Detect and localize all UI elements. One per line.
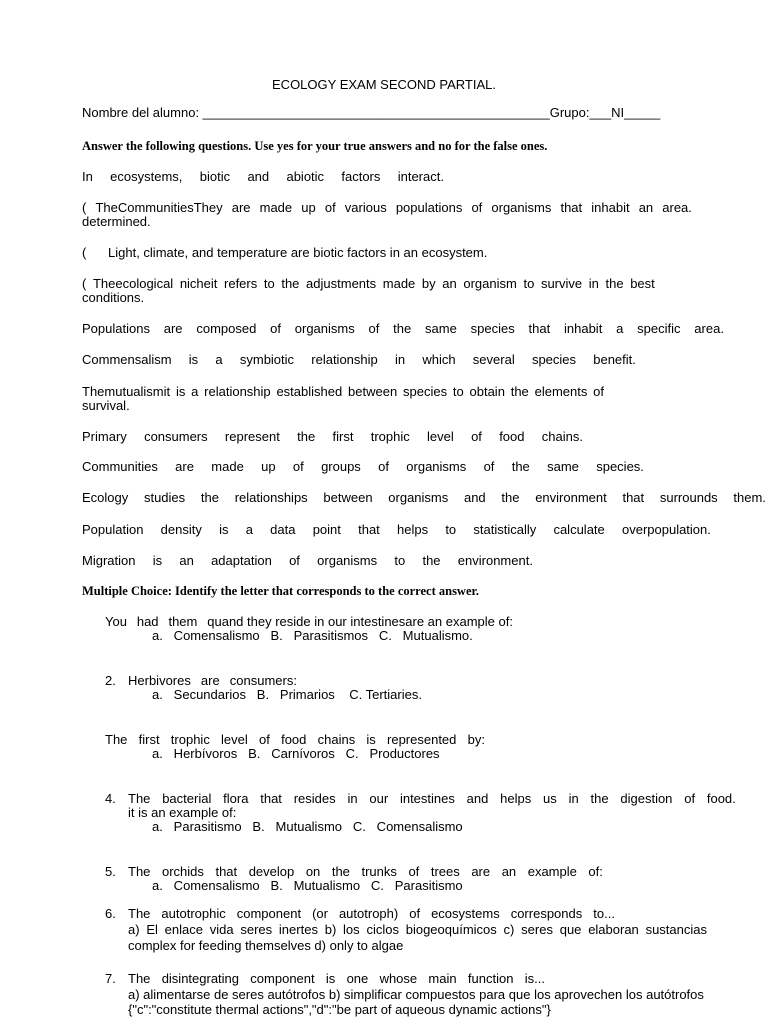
word: enlace: [164, 922, 203, 937]
word: adaptation: [211, 553, 272, 568]
word: trophic: [170, 732, 210, 747]
word: our: [369, 791, 389, 806]
word: of: [378, 459, 389, 474]
word: inhabit: [564, 321, 603, 336]
true-false-instructions: Answer the following questions. Use yes for your true answers and no for the false ones.: [82, 139, 548, 153]
word: species: [470, 321, 515, 336]
word: relationship: [311, 352, 378, 367]
word: of: [593, 384, 604, 399]
word: main: [428, 971, 457, 986]
word: are: [163, 321, 183, 336]
word: that: [260, 791, 282, 806]
word: to: [263, 276, 275, 291]
word: The: [105, 732, 128, 747]
word: relationship: [204, 384, 271, 399]
tf-question-2-cont: determined.: [82, 214, 151, 229]
tf-question-6: [82, 352, 636, 367]
word: populations: [395, 200, 463, 215]
word: of: [324, 200, 336, 215]
word: (: [82, 200, 87, 215]
word: the: [590, 791, 609, 806]
word: level: [427, 429, 454, 444]
word: of: [259, 732, 270, 747]
word: had: [136, 614, 159, 629]
word: organisms: [388, 490, 449, 505]
word: in: [347, 791, 358, 806]
word: first: [332, 429, 354, 444]
word: consumers: [144, 429, 208, 444]
tf-question-11: [82, 522, 711, 537]
word: the: [422, 553, 441, 568]
word: area.: [694, 321, 724, 336]
word: species.: [596, 459, 644, 474]
word: inhabit: [591, 200, 630, 215]
word: organism: [463, 276, 517, 291]
word: species: [402, 384, 448, 399]
word: a: [616, 321, 624, 336]
word: to: [452, 384, 464, 399]
word: to: [394, 553, 406, 568]
mc-options-3: a. Herbívoros B. Carnívoros C. Productores: [152, 746, 440, 761]
word: a: [191, 384, 199, 399]
tf-question-10: [82, 490, 766, 505]
word: that: [358, 522, 380, 537]
word: organisms: [406, 459, 467, 474]
word: biotic: [199, 169, 231, 184]
word: the: [605, 276, 624, 291]
word: of: [471, 200, 483, 215]
word: quand they reside in our intestinesare an example of:: [207, 614, 513, 629]
word: a: [215, 352, 223, 367]
word: same: [425, 321, 457, 336]
word: food.: [706, 791, 736, 806]
word: the: [297, 429, 316, 444]
word: several: [472, 352, 515, 367]
word: the: [281, 276, 300, 291]
word: the: [331, 864, 350, 879]
word: in: [588, 276, 599, 291]
word: trunks: [361, 864, 397, 879]
word: c): [503, 922, 515, 937]
word: of: [471, 429, 482, 444]
word: survive: [540, 276, 583, 291]
tf-question-2: [82, 200, 692, 215]
mc-question-5: [128, 864, 603, 879]
word: El: [146, 922, 158, 937]
word: organisms: [294, 321, 355, 336]
word: orchids: [161, 864, 204, 879]
word: to: [445, 522, 457, 537]
word: up: [301, 200, 316, 215]
word: area.: [662, 200, 692, 215]
word: You: [105, 614, 127, 629]
word: are: [231, 200, 251, 215]
tf-question-9: [82, 459, 644, 474]
word: best: [630, 276, 655, 291]
word: between: [348, 384, 398, 399]
mc-question-4-cont: it is an example of:: [128, 805, 237, 820]
tf-question-1: [82, 169, 444, 184]
word: is: [175, 384, 186, 399]
word: ecosystems: [431, 906, 500, 921]
mc-options-7-cont: {"c":"constitute thermal actions","d":"be part of aqueous dynamic actions"}: [128, 1002, 551, 1017]
word: the: [510, 384, 529, 399]
word: Herbivores: [128, 673, 191, 688]
word: adjustments: [306, 276, 377, 291]
word: component: [250, 971, 315, 986]
word: of: [408, 864, 420, 879]
word: composed: [196, 321, 257, 336]
word: The: [128, 971, 151, 986]
student-name-line[interactable]: Nombre del alumno: ________________________________________________Grupo:___NI_____: [82, 105, 661, 120]
word: species: [531, 352, 577, 367]
word: the: [511, 459, 530, 474]
word: in: [568, 791, 579, 806]
word: food: [499, 429, 525, 444]
word: seres: [240, 922, 273, 937]
mc-question-7: [128, 971, 545, 986]
word: of: [270, 321, 281, 336]
word: by:: [467, 732, 485, 747]
word: seres: [521, 922, 553, 937]
word: sustancias: [645, 922, 707, 937]
word: b): [324, 922, 337, 937]
word: of: [289, 553, 300, 568]
word: groups: [321, 459, 361, 474]
word: by: [421, 276, 436, 291]
word: food: [281, 732, 307, 747]
tf-question-3: ( Light, climate, and temperature are biotic factors in an ecosystem.: [82, 245, 488, 260]
word: nicheit: [179, 276, 218, 291]
tf-question-4-cont: conditions.: [82, 290, 145, 305]
word: que: [559, 922, 582, 937]
word: the: [393, 321, 412, 336]
word: whose: [379, 971, 418, 986]
word: represent: [224, 429, 280, 444]
word: elements: [534, 384, 588, 399]
word: of: [292, 459, 304, 474]
word: that: [622, 490, 645, 505]
word: and: [463, 490, 486, 505]
word: symbiotic: [239, 352, 295, 367]
word: first: [138, 732, 160, 747]
word: of: [684, 791, 696, 806]
word: corresponds: [510, 906, 583, 921]
mc-number-7: 7.: [105, 971, 116, 986]
mc-options-5: a. Comensalismo B. Mutualismo C. Parasitismo: [152, 878, 463, 893]
word: refers: [224, 276, 258, 291]
word: helps: [397, 522, 429, 537]
word: Population: [82, 522, 144, 537]
word: (: [82, 276, 87, 291]
word: studies: [143, 490, 186, 505]
mc-options-4: a. Parasitismo B. Mutualismo C. Comensalismo: [152, 819, 463, 834]
mc-question-2: [128, 673, 297, 688]
word: are: [200, 673, 220, 688]
word: resides: [293, 791, 336, 806]
word: consumers:: [229, 673, 297, 688]
word: a: [245, 522, 253, 537]
word: are: [175, 459, 194, 474]
word: on: [305, 864, 321, 879]
word: data: [270, 522, 296, 537]
word: same: [547, 459, 579, 474]
mc-number-4: 4.: [105, 791, 116, 806]
word: and: [247, 169, 270, 184]
word: an: [501, 864, 517, 879]
word: flora: [223, 791, 249, 806]
word: us: [543, 791, 557, 806]
word: the: [501, 490, 520, 505]
mc-options-1: a. Comensalismo B. Parasitismos C. Mutualismo.: [152, 628, 473, 643]
word: an: [179, 553, 194, 568]
word: organisms: [317, 553, 378, 568]
word: a): [128, 922, 140, 937]
word: that: [528, 321, 551, 336]
word: organisms: [491, 200, 552, 215]
mc-number-2: 2.: [105, 673, 116, 688]
word: of: [409, 906, 421, 921]
word: that: [215, 864, 238, 879]
word: chains.: [541, 429, 583, 444]
word: made: [211, 459, 244, 474]
mc-options-6-cont: complex for feeding themselves d) only to algae: [128, 938, 404, 953]
mc-options-6: [128, 922, 707, 937]
word: environment: [535, 490, 607, 505]
word: ciclos: [366, 922, 399, 937]
word: that: [560, 200, 583, 215]
word: Ecology: [82, 490, 129, 505]
word: overpopulation.: [621, 522, 711, 537]
word: intestines: [399, 791, 455, 806]
word: density: [160, 522, 202, 537]
mc-question-4: [128, 791, 736, 806]
word: develop: [248, 864, 295, 879]
word: function: [467, 971, 514, 986]
word: Commensalism: [82, 352, 172, 367]
word: and: [466, 791, 489, 806]
word: The: [128, 864, 151, 879]
word: chains: [317, 732, 356, 747]
word: example: [527, 864, 577, 879]
word: inertes: [278, 922, 318, 937]
word: (or: [312, 906, 328, 921]
word: which: [422, 352, 456, 367]
word: Themutualismit: [82, 384, 171, 399]
word: specific: [637, 321, 681, 336]
word: autotrophic: [161, 906, 226, 921]
word: is: [152, 553, 163, 568]
word: are: [471, 864, 491, 879]
word: up: [261, 459, 276, 474]
tf-question-7: [82, 384, 604, 399]
word: factors: [341, 169, 381, 184]
word: digestion: [620, 791, 673, 806]
word: In: [82, 169, 93, 184]
multiple-choice-instructions: Multiple Choice: Identify the letter that corresponds to the correct answer.: [82, 584, 480, 598]
word: Primary: [82, 429, 127, 444]
mc-options-2: a. Secundarios B. Primarios C. Tertiaries.: [152, 687, 422, 702]
word: the: [200, 490, 219, 505]
word: is...: [524, 971, 545, 986]
tf-question-4: [82, 276, 655, 291]
word: represented: [387, 732, 457, 747]
word: Theecological: [92, 276, 174, 291]
word: an: [638, 200, 654, 215]
word: an: [442, 276, 457, 291]
word: made: [259, 200, 293, 215]
word: obtain: [469, 384, 505, 399]
word: established: [276, 384, 343, 399]
word: los: [343, 922, 360, 937]
word: trees: [430, 864, 460, 879]
word: point: [312, 522, 341, 537]
word: surrounds: [659, 490, 718, 505]
word: abiotic: [286, 169, 325, 184]
word: component: [236, 906, 302, 921]
word: elaboran: [588, 922, 639, 937]
word: them.: [733, 490, 766, 505]
word: to: [523, 276, 535, 291]
word: bacterial: [162, 791, 212, 806]
mc-question-3: [105, 732, 485, 747]
word: in: [394, 352, 406, 367]
word: environment.: [457, 553, 533, 568]
word: calculate: [553, 522, 605, 537]
word: helps: [500, 791, 532, 806]
word: benefit.: [593, 352, 636, 367]
word: TheCommunitiesThey: [95, 200, 223, 215]
tf-question-5: [82, 321, 724, 336]
mc-number-6: 6.: [105, 906, 116, 921]
word: relationships: [234, 490, 308, 505]
mc-question-6: [128, 906, 615, 921]
mc-question-1: [105, 614, 513, 629]
word: biogeoquímicos: [405, 922, 497, 937]
word: autotroph): [338, 906, 399, 921]
word: of: [368, 321, 380, 336]
word: trophic: [370, 429, 410, 444]
word: between: [323, 490, 373, 505]
word: is: [219, 522, 229, 537]
word: Migration: [82, 553, 136, 568]
word: vida: [209, 922, 234, 937]
word: ecosystems,: [110, 169, 183, 184]
word: is: [325, 971, 336, 986]
tf-question-7-cont: survival.: [82, 398, 130, 413]
word: Communities: [82, 459, 158, 474]
mc-options-7: a) alimentarse de seres autótrofos b) simplificar compuestos para que los aprovechen los autótrofos: [128, 987, 704, 1002]
word: The: [128, 791, 151, 806]
word: to...: [593, 906, 615, 921]
mc-number-5: 5.: [105, 864, 116, 879]
word: one: [346, 971, 369, 986]
word: made: [382, 276, 416, 291]
word: of: [483, 459, 495, 474]
word: disintegrating: [161, 971, 240, 986]
word: is: [188, 352, 199, 367]
word: Populations: [82, 321, 150, 336]
word: of:: [588, 864, 603, 879]
word: The: [128, 906, 151, 921]
word: interact.: [397, 169, 444, 184]
word: level: [221, 732, 248, 747]
page-title: ECOLOGY EXAM SECOND PARTIAL.: [272, 77, 496, 92]
word: various: [344, 200, 387, 215]
tf-question-12: [82, 553, 533, 568]
tf-question-8: [82, 429, 583, 444]
word: statistically: [473, 522, 537, 537]
word: them: [168, 614, 198, 629]
word: is: [366, 732, 376, 747]
